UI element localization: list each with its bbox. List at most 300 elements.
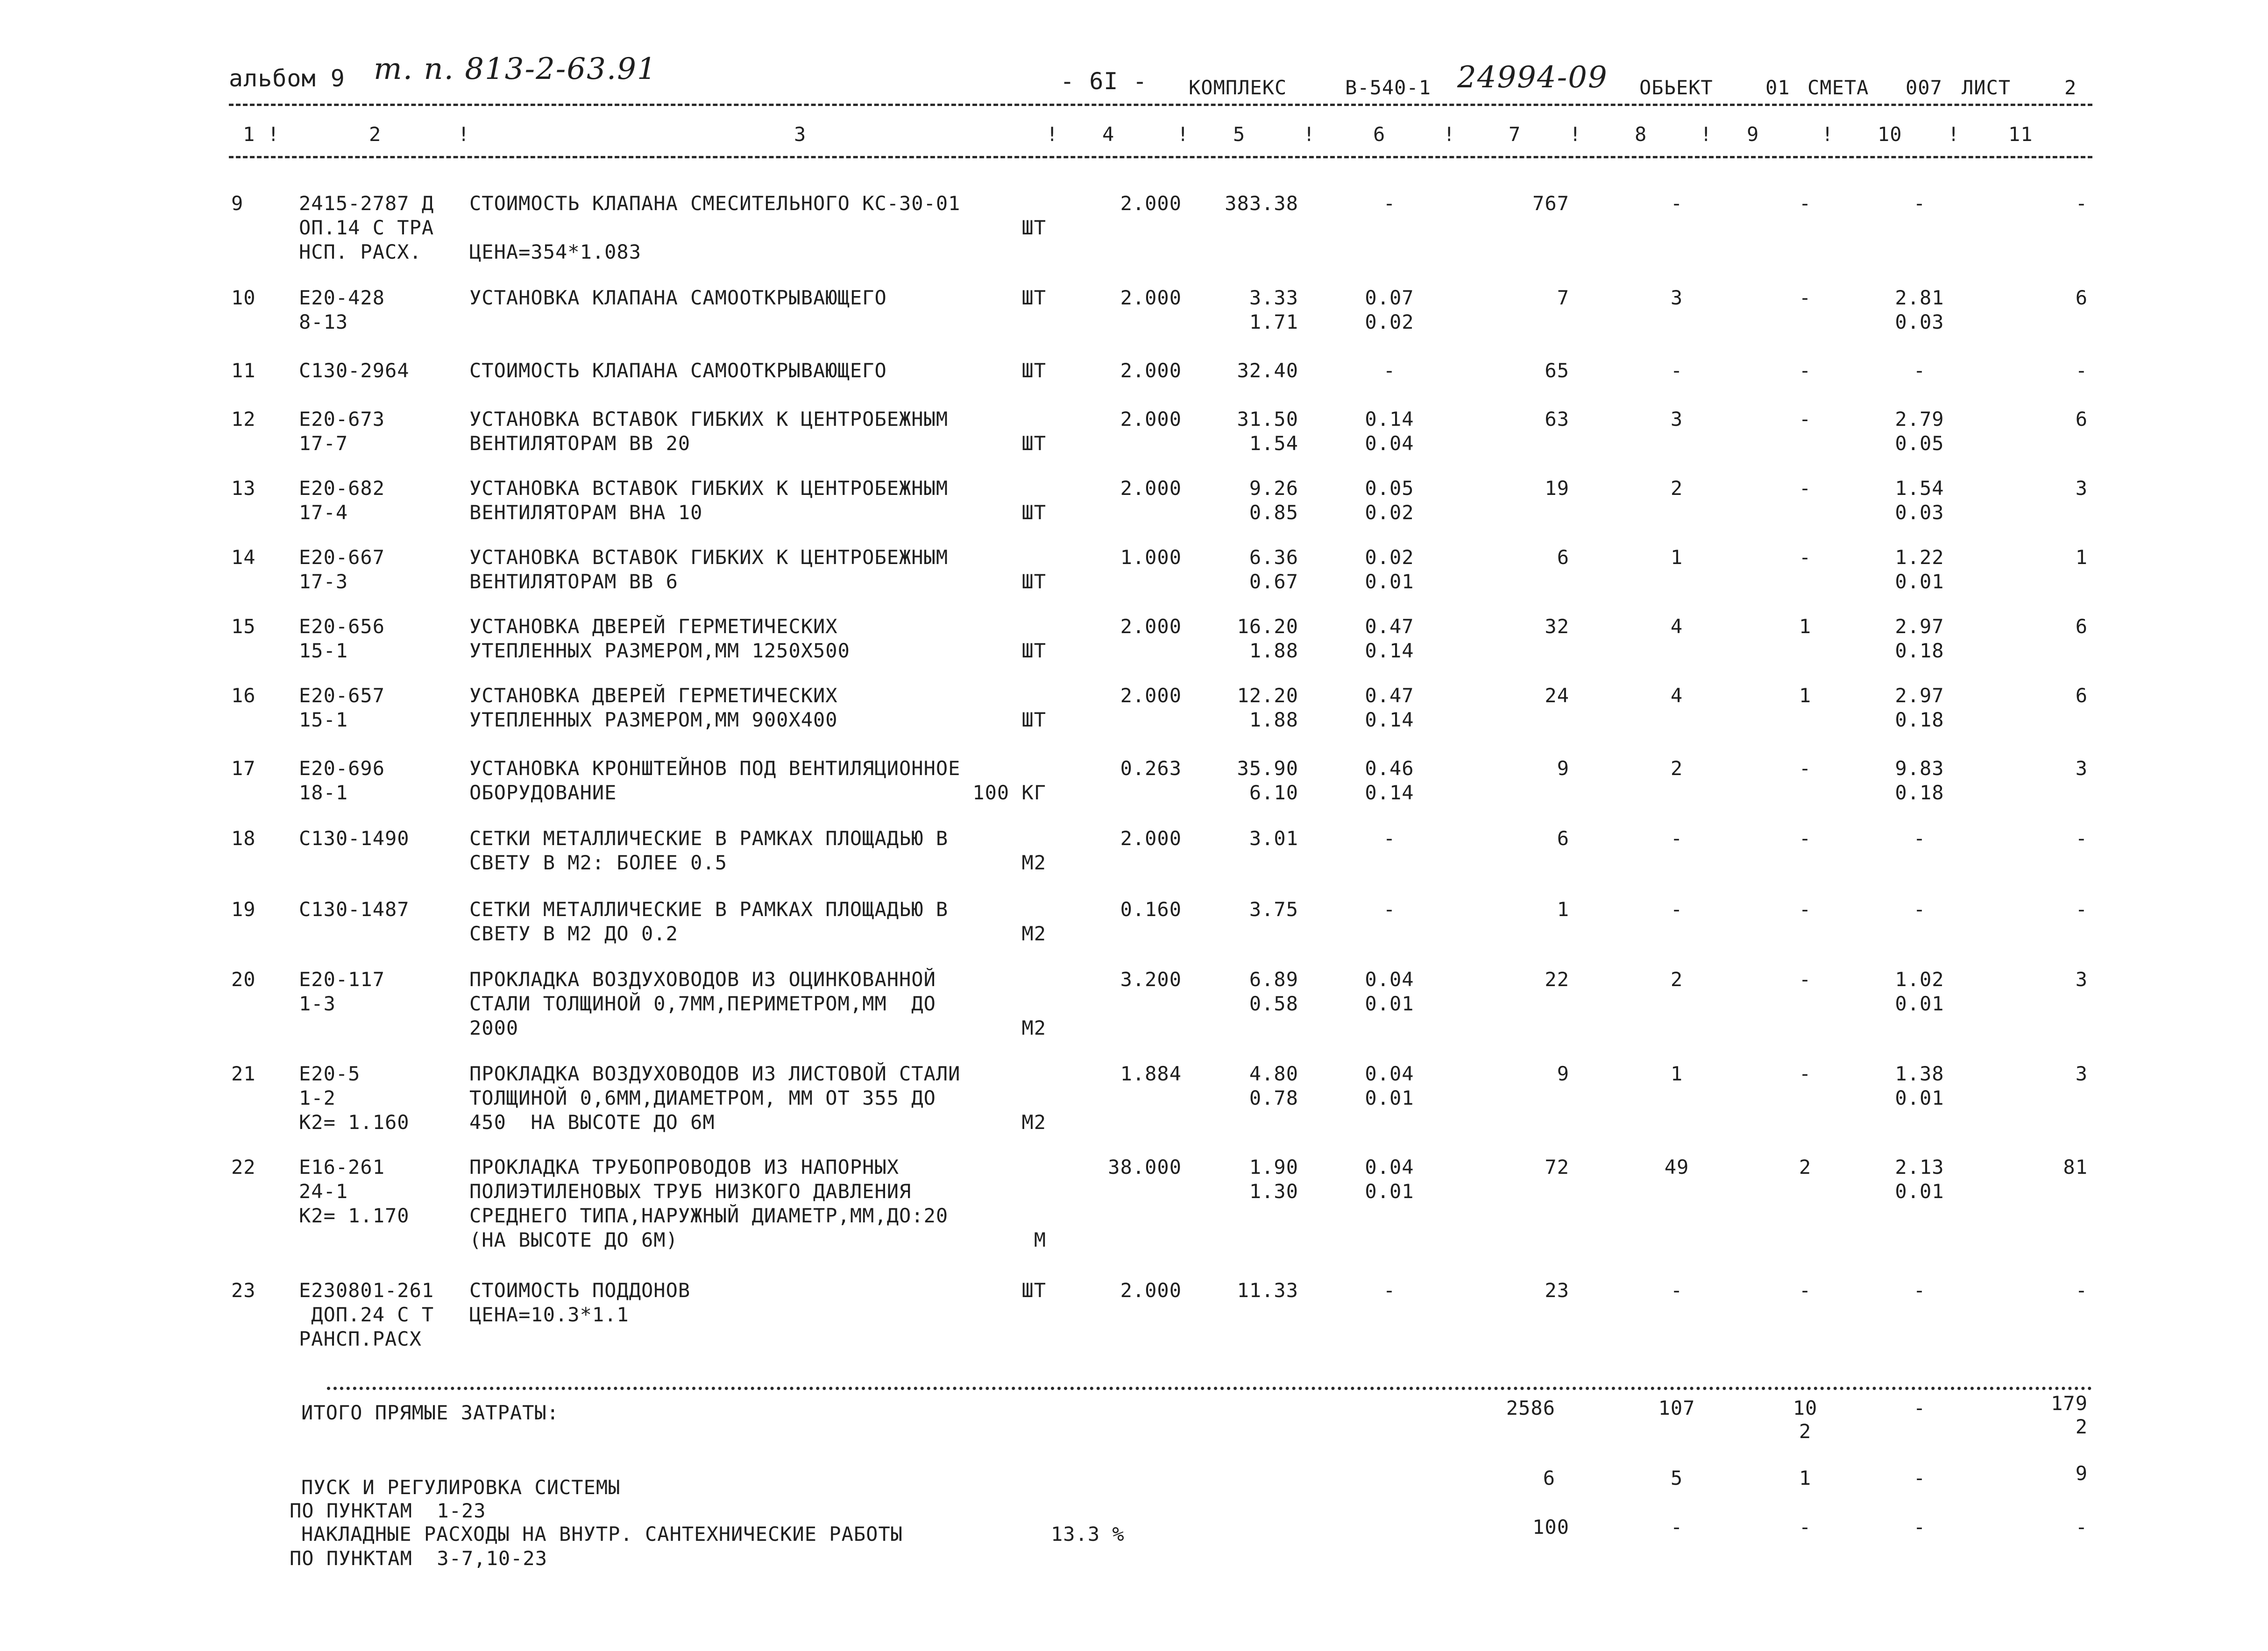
estimate-label: СМЕТА — [1807, 76, 1869, 99]
row-code: К2= 1.160 — [299, 1111, 410, 1134]
row-col6: - — [1383, 192, 1396, 215]
row-col11: 3 — [2075, 477, 2088, 500]
row-col7: 6 — [1557, 827, 1569, 850]
startup-col7: 6 — [1543, 1467, 1555, 1489]
row-col5: 1.88 — [1249, 639, 1298, 662]
row-code: 17-3 — [299, 570, 348, 593]
row-col7: 24 — [1545, 684, 1569, 707]
row-col8: 2 — [1670, 757, 1683, 780]
row-col6: 0.01 — [1365, 1087, 1414, 1109]
overhead-col8: - — [1670, 1516, 1683, 1538]
sheet-label: ЛИСТ — [1962, 76, 2011, 99]
row-col8: 1 — [1670, 546, 1683, 569]
row-code: 24-1 — [299, 1180, 348, 1203]
row-col6: 0.14 — [1365, 708, 1414, 731]
column-header-cell: 7 — [1509, 123, 1521, 146]
row-col9: 1 — [1799, 615, 1812, 638]
row-col7: 32 — [1545, 615, 1569, 638]
column-header-cell: 3 — [794, 123, 807, 146]
row-col7: 9 — [1557, 757, 1569, 780]
row-col8: 3 — [1670, 286, 1683, 309]
row-col8: 4 — [1670, 615, 1683, 638]
row-col6: - — [1383, 827, 1396, 850]
row-quantity: 2.000 — [1120, 615, 1182, 638]
row-col5: 12.20 — [1237, 684, 1298, 707]
row-col5: 35.90 — [1237, 757, 1298, 780]
row-number: 18 — [231, 827, 256, 850]
column-header-cell: 1 ! — [243, 123, 280, 146]
row-col11: 6 — [2075, 286, 2088, 309]
row-col11: - — [2075, 359, 2088, 382]
row-quantity: 2.000 — [1120, 827, 1182, 850]
row-description: ЦЕНА=10.3*1.1 — [469, 1303, 629, 1326]
row-col9: - — [1799, 1062, 1812, 1085]
row-description: СТОИМОСТЬ КЛАПАНА СМЕСИТЕЛЬНОГО КС-30-01 — [469, 192, 961, 215]
row-description: СТОИМОСТЬ КЛАПАНА САМООТКРЫВАЮЩЕГО — [469, 359, 887, 382]
row-code: Е20-673 — [299, 408, 385, 430]
row-col10: 2.79 — [1895, 408, 1944, 430]
row-quantity: 1.884 — [1120, 1062, 1182, 1085]
row-quantity: 1.000 — [1120, 546, 1182, 569]
row-col6: 0.04 — [1365, 432, 1414, 455]
row-col10: - — [1913, 1279, 1926, 1302]
row-col6: 0.14 — [1365, 639, 1414, 662]
row-col9: - — [1799, 827, 1812, 850]
row-col11: 3 — [2075, 1062, 2088, 1085]
row-quantity: 2.000 — [1120, 286, 1182, 309]
row-col5: 1.71 — [1249, 310, 1298, 333]
row-code: С130-2964 — [299, 359, 410, 382]
row-number: 19 — [231, 898, 256, 921]
row-unit: ШТ — [1021, 286, 1046, 309]
row-col5: 1.88 — [1249, 708, 1298, 731]
row-description: 2000 — [469, 1016, 519, 1039]
row-col8: 1 — [1670, 1062, 1683, 1085]
row-col9: 1 — [1799, 684, 1812, 707]
row-unit: ШТ — [1021, 708, 1046, 731]
row-col6: - — [1383, 1279, 1396, 1302]
row-description: ВЕНТИЛЯТОРАМ ВВ 6 — [469, 570, 678, 593]
row-col9: - — [1799, 546, 1812, 569]
row-col8: 4 — [1670, 684, 1683, 707]
row-description: 450 НА ВЫСОТЕ ДО 6М — [469, 1111, 715, 1134]
row-quantity: 2.000 — [1120, 359, 1182, 382]
row-unit: ШТ — [1021, 639, 1046, 662]
row-quantity: 0.160 — [1120, 898, 1182, 921]
row-col6: - — [1383, 359, 1396, 382]
row-code: Е20-656 — [299, 615, 385, 638]
row-col9: - — [1799, 359, 1812, 382]
row-col6: 0.01 — [1365, 570, 1414, 593]
row-col5: 4.80 — [1249, 1062, 1298, 1085]
row-col7: 767 — [1532, 192, 1569, 215]
row-col7: 6 — [1557, 546, 1569, 569]
startup-sub: ПО ПУНКТАМ 1-23 — [290, 1499, 486, 1522]
row-description: УСТАНОВКА ВСТАВОК ГИБКИХ К ЦЕНТРОБЕЖНЫМ — [469, 408, 949, 430]
row-code: С130-1490 — [299, 827, 410, 850]
row-col10: 2.13 — [1895, 1156, 1944, 1178]
row-quantity: 38.000 — [1108, 1156, 1182, 1178]
row-unit: 100 КГ — [972, 781, 1046, 804]
row-code: Е20-682 — [299, 477, 385, 500]
row-col7: 72 — [1545, 1156, 1569, 1178]
row-col9: - — [1799, 408, 1812, 430]
row-code: С130-1487 — [299, 898, 410, 921]
row-col5: 6.89 — [1249, 968, 1298, 991]
row-col5: 9.26 — [1249, 477, 1298, 500]
row-code: РАНСП.РАСХ — [299, 1327, 422, 1350]
row-description: СВЕТУ В М2: БОЛЕЕ 0.5 — [469, 851, 728, 874]
row-unit: М2 — [1021, 922, 1046, 945]
row-col10: 2.97 — [1895, 615, 1944, 638]
row-description: СЕТКИ МЕТАЛЛИЧЕСКИЕ В РАМКАХ ПЛОЩАДЬЮ В — [469, 827, 949, 850]
row-col8: 3 — [1670, 408, 1683, 430]
object-label: ОБЬЕКТ — [1639, 76, 1713, 99]
row-col6: 0.01 — [1365, 992, 1414, 1015]
startup-col11: 9 — [2075, 1462, 2088, 1485]
complex-code: В-540-1 — [1345, 76, 1432, 99]
row-code: Е20-428 — [299, 286, 385, 309]
column-header-cell: ! — [1303, 123, 1316, 146]
row-col8: - — [1670, 898, 1683, 921]
row-col5: 1.30 — [1249, 1180, 1298, 1203]
row-col6: 0.04 — [1365, 1062, 1414, 1085]
row-number: 15 — [231, 615, 256, 638]
row-col5: 0.78 — [1249, 1087, 1298, 1109]
row-description: УСТАНОВКА ВСТАВОК ГИБКИХ К ЦЕНТРОБЕЖНЫМ — [469, 477, 949, 500]
startup-col9: 1 — [1799, 1467, 1812, 1489]
totals-col9-a: 10 — [1793, 1397, 1818, 1419]
row-col6: 0.04 — [1365, 968, 1414, 991]
row-col5: 6.36 — [1249, 546, 1298, 569]
row-col10: 2.81 — [1895, 286, 1944, 309]
row-description: ТОЛЩИНОЙ 0,6ММ,ДИАМЕТРОМ, ММ ОТ 355 ДО — [469, 1087, 936, 1109]
row-description: УСТАНОВКА ДВЕРЕЙ ГЕРМЕТИЧЕСКИХ — [469, 684, 838, 707]
row-col8: 49 — [1664, 1156, 1689, 1178]
row-col11: 81 — [2063, 1156, 2088, 1178]
tp-code: т. п. 813-2-63.91 — [374, 52, 657, 86]
row-col10: 9.83 — [1895, 757, 1944, 780]
row-col6: - — [1383, 898, 1396, 921]
estimate-value: 007 — [1906, 76, 1942, 99]
row-unit: ШТ — [1021, 570, 1046, 593]
row-col10: 1.54 — [1895, 477, 1944, 500]
row-code: Е20-117 — [299, 968, 385, 991]
row-description: СТАЛИ ТОЛЩИНОЙ 0,7ММ,ПЕРИМЕТРОМ,ММ ДО — [469, 992, 936, 1015]
row-col9: - — [1799, 898, 1812, 921]
object-value: 01 — [1765, 76, 1790, 99]
row-col5: 31.50 — [1237, 408, 1298, 430]
row-unit: ШТ — [1021, 216, 1046, 239]
row-col11: - — [2075, 898, 2088, 921]
row-col10: 0.18 — [1895, 708, 1944, 731]
row-description: СРЕДНЕГО ТИПА,НАРУЖНЫЙ ДИАМЕТР,ММ,ДО:20 — [469, 1204, 949, 1227]
column-header-cell: 8 — [1635, 123, 1647, 146]
row-col10: 2.97 — [1895, 684, 1944, 707]
column-header-cell: ! — [1569, 123, 1582, 146]
header-rule-bottom — [229, 156, 2092, 158]
row-col6: 0.02 — [1365, 546, 1414, 569]
row-col5: 3.33 — [1249, 286, 1298, 309]
row-unit: ШТ — [1021, 1279, 1046, 1302]
row-col6: 0.14 — [1365, 781, 1414, 804]
row-col9: - — [1799, 477, 1812, 500]
row-col10: 0.01 — [1895, 570, 1944, 593]
row-code: ДОП.24 С Т — [299, 1303, 434, 1326]
row-col8: - — [1670, 827, 1683, 850]
row-col11: - — [2075, 192, 2088, 215]
row-col8: 2 — [1670, 968, 1683, 991]
row-col8: 2 — [1670, 477, 1683, 500]
totals-col10: - — [1913, 1397, 1926, 1419]
row-number: 16 — [231, 684, 256, 707]
row-col9: - — [1799, 192, 1812, 215]
row-col10: 0.01 — [1895, 1180, 1944, 1203]
row-col6: 0.46 — [1365, 757, 1414, 780]
row-code: ОП.14 С ТРА — [299, 216, 434, 239]
row-number: 14 — [231, 546, 256, 569]
row-col6: 0.04 — [1365, 1156, 1414, 1178]
column-header-cell: 10 — [1878, 123, 1902, 146]
column-header-cell: 2 — [369, 123, 382, 146]
column-header-cell: ! — [1177, 123, 1190, 146]
row-quantity: 2.000 — [1120, 192, 1182, 215]
row-col11: 1 — [2075, 546, 2088, 569]
row-col5: 1.54 — [1249, 432, 1298, 455]
row-description: ПРОКЛАДКА ВОЗДУХОВОДОВ ИЗ ОЦИНКОВАННОЙ — [469, 968, 936, 991]
row-unit: М2 — [1021, 1111, 1046, 1134]
row-col8: - — [1670, 192, 1683, 215]
row-col10: 0.03 — [1895, 501, 1944, 524]
overhead-col11: - — [2075, 1516, 2088, 1538]
row-col10: - — [1913, 898, 1926, 921]
row-col9: - — [1799, 968, 1812, 991]
column-header-cell: 11 — [2008, 123, 2033, 146]
row-number: 22 — [231, 1156, 256, 1178]
complex-label: КОМПЛЕКС — [1189, 76, 1287, 99]
row-description: ЦЕНА=354*1.083 — [469, 240, 642, 263]
totals-col11-b: 2 — [2075, 1415, 2088, 1438]
row-unit: М2 — [1021, 851, 1046, 874]
row-code: Е20-657 — [299, 684, 385, 707]
column-header-cell: ! — [1046, 123, 1059, 146]
startup-col10: - — [1913, 1467, 1926, 1489]
row-quantity: 3.200 — [1120, 968, 1182, 991]
row-col5: 0.67 — [1249, 570, 1298, 593]
row-description: СВЕТУ В М2 ДО 0.2 — [469, 922, 678, 945]
row-description: УСТАНОВКА КЛАПАНА САМООТКРЫВАЮЩЕГО — [469, 286, 887, 309]
row-code: 15-1 — [299, 708, 348, 731]
column-header-cell: ! — [1443, 123, 1456, 146]
row-description: УТЕПЛЕННЫХ РАЗМЕРОМ,ММ 1250Х500 — [469, 639, 850, 662]
album-label: альбом 9 — [229, 65, 345, 92]
row-quantity: 2.000 — [1120, 408, 1182, 430]
row-col11: 6 — [2075, 684, 2088, 707]
row-col10: 0.18 — [1895, 781, 1944, 804]
row-description: ПРОКЛАДКА ТРУБОПРОВОДОВ ИЗ НАПОРНЫХ — [469, 1156, 900, 1178]
row-number: 17 — [231, 757, 256, 780]
row-col5: 3.75 — [1249, 898, 1298, 921]
row-number: 13 — [231, 477, 256, 500]
row-number: 21 — [231, 1062, 256, 1085]
row-code: Е16-261 — [299, 1156, 385, 1178]
row-col11: 3 — [2075, 757, 2088, 780]
row-unit: ШТ — [1021, 432, 1046, 455]
row-code: 15-1 — [299, 639, 348, 662]
row-col7: 19 — [1545, 477, 1569, 500]
row-code: Е20-696 — [299, 757, 385, 780]
row-quantity: 2.000 — [1120, 1279, 1182, 1302]
row-col11: 6 — [2075, 408, 2088, 430]
row-code: 18-1 — [299, 781, 348, 804]
row-col10: 1.38 — [1895, 1062, 1944, 1085]
overhead-sub: ПО ПУНКТАМ 3-7,10-23 — [290, 1547, 548, 1570]
row-col6: 0.02 — [1365, 310, 1414, 333]
row-number: 12 — [231, 408, 256, 430]
row-quantity: 2.000 — [1120, 684, 1182, 707]
row-col6: 0.05 — [1365, 477, 1414, 500]
row-code: К2= 1.170 — [299, 1204, 410, 1227]
header-rule-top — [229, 104, 2092, 106]
row-col5: 3.01 — [1249, 827, 1298, 850]
row-col7: 22 — [1545, 968, 1569, 991]
row-code: Е20-667 — [299, 546, 385, 569]
row-col9: - — [1799, 757, 1812, 780]
row-col10: 0.01 — [1895, 1087, 1944, 1109]
column-header-cell: 9 — [1747, 123, 1759, 146]
column-header-cell: ! — [1700, 123, 1713, 146]
row-col10: - — [1913, 192, 1926, 215]
complex-number: 24994-09 — [1457, 60, 1608, 95]
column-header-cell: 5 — [1233, 123, 1246, 146]
row-description: СЕТКИ МЕТАЛЛИЧЕСКИЕ В РАМКАХ ПЛОЩАДЬЮ В — [469, 898, 949, 921]
row-col7: 1 — [1557, 898, 1569, 921]
row-code: 1-2 — [299, 1087, 336, 1109]
row-number: 11 — [231, 359, 256, 382]
overhead-col7: 100 — [1532, 1516, 1569, 1538]
row-col7: 65 — [1545, 359, 1569, 382]
overhead-label: НАКЛАДНЫЕ РАСХОДЫ НА ВНУТР. САНТЕХНИЧЕСКИЕ РАБОТЫ — [301, 1523, 903, 1545]
row-col9: - — [1799, 1279, 1812, 1302]
column-header-cell: ! — [458, 123, 470, 146]
row-col7: 23 — [1545, 1279, 1569, 1302]
row-col5: 6.10 — [1249, 781, 1298, 804]
row-description: ОБОРУДОВАНИЕ — [469, 781, 617, 804]
row-col5: 383.38 — [1225, 192, 1298, 215]
row-col6: 0.14 — [1365, 408, 1414, 430]
row-col10: 0.01 — [1895, 992, 1944, 1015]
row-code: 17-4 — [299, 501, 348, 524]
row-col10: - — [1913, 359, 1926, 382]
row-col9: 2 — [1799, 1156, 1812, 1178]
row-col5: 0.85 — [1249, 501, 1298, 524]
row-col7: 7 — [1557, 286, 1569, 309]
column-header-cell: ! — [1821, 123, 1834, 146]
totals-col9-b: 2 — [1799, 1420, 1812, 1443]
row-col5: 11.33 — [1237, 1279, 1298, 1302]
row-code: 1-3 — [299, 992, 336, 1015]
row-col7: 9 — [1557, 1062, 1569, 1085]
row-description: УТЕПЛЕННЫХ РАЗМЕРОМ,ММ 900Х400 — [469, 708, 838, 731]
row-col10: 0.03 — [1895, 310, 1944, 333]
column-header-cell: 4 — [1102, 123, 1115, 146]
row-col11: 6 — [2075, 615, 2088, 638]
overhead-col9: - — [1799, 1516, 1812, 1538]
row-col6: 0.07 — [1365, 286, 1414, 309]
row-number: 23 — [231, 1279, 256, 1302]
row-description: УСТАНОВКА ДВЕРЕЙ ГЕРМЕТИЧЕСКИХ — [469, 615, 838, 638]
page-number: - 6I - — [1060, 68, 1148, 95]
row-quantity: 0.263 — [1120, 757, 1182, 780]
row-col9: - — [1799, 286, 1812, 309]
row-code: 8-13 — [299, 310, 348, 333]
row-code: НСП. РАСХ. — [299, 240, 422, 263]
row-description: (НА ВЫСОТЕ ДО 6М) — [469, 1228, 678, 1251]
totals-divider — [327, 1387, 2092, 1390]
overhead-percent: 13.3 % — [1051, 1523, 1125, 1545]
row-col11: - — [2075, 827, 2088, 850]
row-quantity: 2.000 — [1120, 477, 1182, 500]
column-header-cell: 6 — [1373, 123, 1386, 146]
row-col10: 1.02 — [1895, 968, 1944, 991]
totals-col7: 2586 — [1506, 1397, 1555, 1419]
row-description: ПОЛИЭТИЛЕНОВЫХ ТРУБ НИЗКОГО ДАВЛЕНИЯ — [469, 1180, 912, 1203]
row-unit: ШТ — [1021, 501, 1046, 524]
row-col5: 16.20 — [1237, 615, 1298, 638]
row-code: 17-7 — [299, 432, 348, 455]
row-col6: 0.01 — [1365, 1180, 1414, 1203]
row-col10: 0.05 — [1895, 432, 1944, 455]
row-number: 10 — [231, 286, 256, 309]
row-description: УСТАНОВКА КРОНШТЕЙНОВ ПОД ВЕНТИЛЯЦИОННОЕ — [469, 757, 961, 780]
row-col6: 0.47 — [1365, 684, 1414, 707]
row-description: СТОИМОСТЬ ПОДДОНОВ — [469, 1279, 691, 1302]
row-col8: - — [1670, 359, 1683, 382]
startup-col8: 5 — [1670, 1467, 1683, 1489]
row-number: 9 — [231, 192, 244, 215]
totals-col8: 107 — [1658, 1397, 1695, 1419]
row-number: 20 — [231, 968, 256, 991]
row-col10: 1.22 — [1895, 546, 1944, 569]
row-col5: 0.58 — [1249, 992, 1298, 1015]
row-col8: - — [1670, 1279, 1683, 1302]
row-code: 2415-2787 Д — [299, 192, 434, 215]
row-col5: 1.90 — [1249, 1156, 1298, 1178]
row-col7: 63 — [1545, 408, 1569, 430]
row-code: Е20-5 — [299, 1062, 361, 1085]
row-description: УСТАНОВКА ВСТАВОК ГИБКИХ К ЦЕНТРОБЕЖНЫМ — [469, 546, 949, 569]
row-col10: - — [1913, 827, 1926, 850]
row-description: ВЕНТИЛЯТОРАМ ВНА 10 — [469, 501, 703, 524]
row-code: Е230801-261 — [299, 1279, 434, 1302]
row-description: ПРОКЛАДКА ВОЗДУХОВОДОВ ИЗ ЛИСТОВОЙ СТАЛИ — [469, 1062, 961, 1085]
row-unit: М — [1034, 1228, 1046, 1251]
column-header-cell: ! — [1948, 123, 1960, 146]
row-col5: 32.40 — [1237, 359, 1298, 382]
totals-col11-a: 179 — [2051, 1392, 2088, 1415]
totals-label: ИТОГО ПРЯМЫЕ ЗАТРАТЫ: — [301, 1401, 560, 1424]
row-col6: 0.47 — [1365, 615, 1414, 638]
row-unit: М2 — [1021, 1016, 1046, 1039]
row-unit: ШТ — [1021, 359, 1046, 382]
row-col11: - — [2075, 1279, 2088, 1302]
row-description: ВЕНТИЛЯТОРАМ ВВ 20 — [469, 432, 691, 455]
overhead-col10: - — [1913, 1516, 1926, 1538]
sheet-value: 2 — [2064, 76, 2077, 99]
startup-label: ПУСК И РЕГУЛИРОВКА СИСТЕМЫ — [301, 1476, 621, 1499]
row-col11: 3 — [2075, 968, 2088, 991]
row-col10: 0.18 — [1895, 639, 1944, 662]
